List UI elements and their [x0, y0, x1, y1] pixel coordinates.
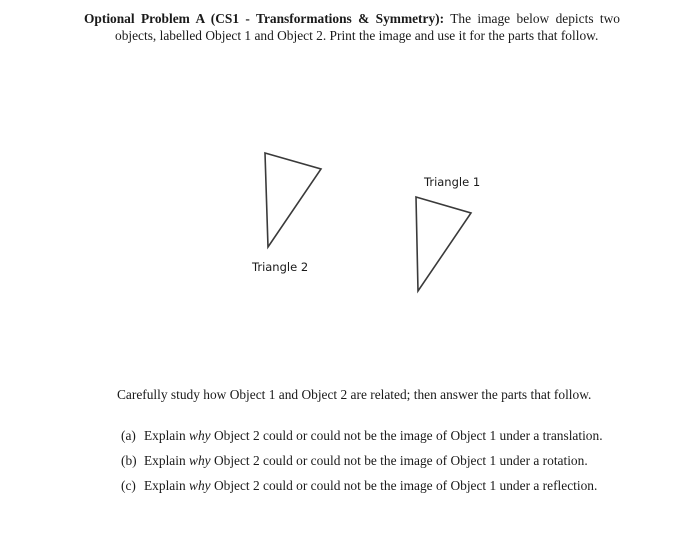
instructions-text: Carefully study how Object 1 and Object 2 are related; then answer the parts that follow.: [117, 387, 592, 402]
list-item: (b) Explain why Object 2 could or could not be the image of Object 1 under a rotation.: [121, 453, 588, 468]
problem-text: The image below depicts two objects, labelled Object 1 and Object 2. Print the image and use it for the parts that follow.: [115, 11, 620, 43]
part-label: (a): [121, 428, 136, 443]
triangle-1-shape: [416, 197, 471, 291]
list-item: (c) Explain why Object 2 could or could not be the image of Object 1 under a reflection.: [121, 478, 598, 493]
part-label: (b): [121, 453, 137, 468]
triangle-2-shape: [265, 153, 321, 247]
triangle-2-label: Triangle 2: [252, 260, 309, 274]
triangle-1-label: Triangle 1: [424, 175, 481, 189]
problem-heading: Optional Problem A (CS1 - Transformations & Symmetry):: [84, 11, 445, 26]
parts-list: [117, 427, 618, 502]
list-item: (a) Explain why Object 2 could or could not be the image of Object 1 under a translation.: [121, 428, 603, 443]
part-label: (c): [121, 478, 136, 493]
